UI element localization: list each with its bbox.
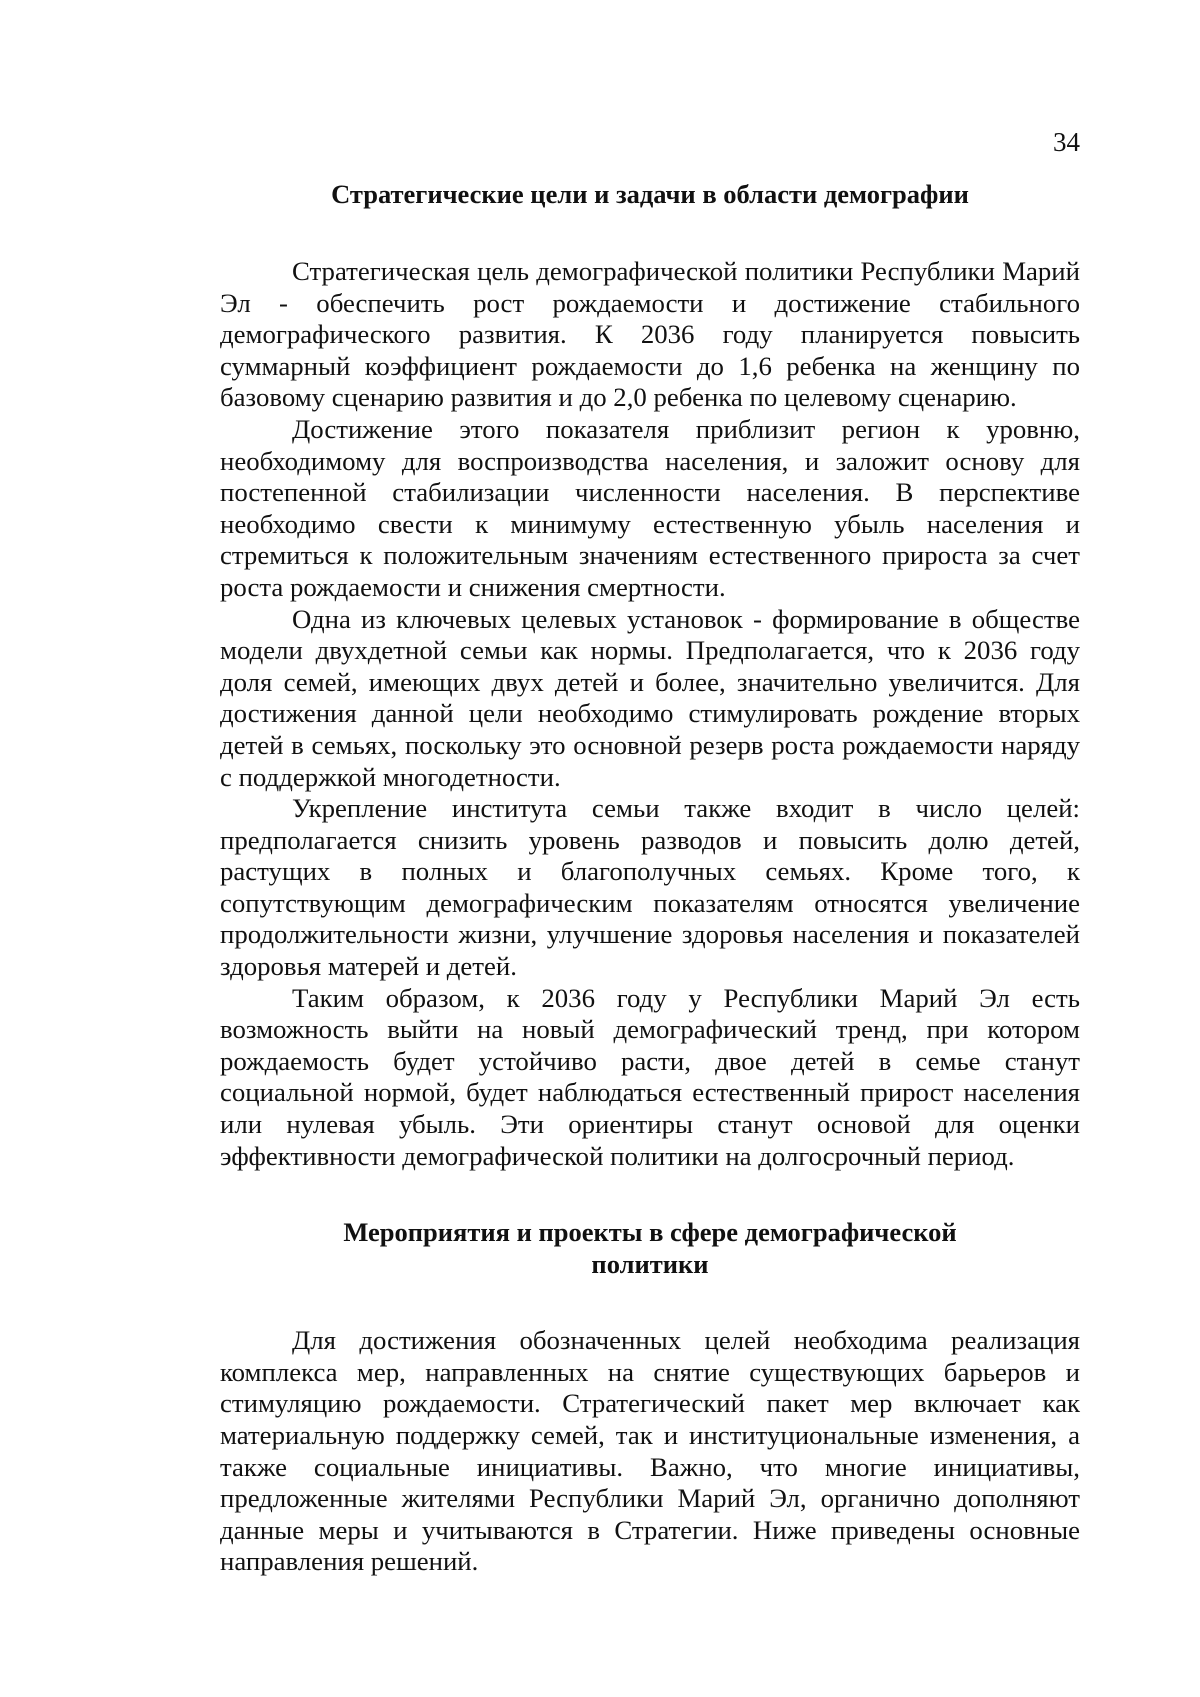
section-heading-measures-projects (220, 1216, 1080, 1280)
paragraph: Для достижения обозначенных целей необходима реализация комплекса мер, направленных на снятие существующих барьеров и стимуляцию рождаемости. Стратегический пакет мер включает как материальную поддержку семей, так и институциональные изменения, а также социальные инициативы. Важно, что многие инициативы, предложенные жителями Республики Марий Эл, органично дополняют данные меры и учитываются в Стратегии. Ниже приведены основные направления решений. (220, 1325, 1080, 1577)
section-heading-strategic-goals: Стратегические цели и задачи в области демографии (331, 179, 969, 209)
paragraph: Одна из ключевых целевых установок - формирование в обществе модели двухдетной семьи как нормы. Предполагается, что к 2036 году доля семей, имеющих двух детей и более, значительно увеличится. Для достижения данной цели необходимо стимулировать рождение вторых детей в семьях, поскольку это основной резерв роста рождаемости наряду с поддержкой многодетности. (220, 603, 1080, 792)
paragraph: Таким образом, к 2036 году у Республики Марий Эл есть возможность выйти на новый демографический тренд, при котором рождаемость будет устойчиво расти, двое детей в семье станут социальной нормой, будет наблюдаться естественный прирост населения или нулевая убыль. Эти ориентиры станут основой для оценки эффективности демографической политики на долгосрочный период. (220, 982, 1080, 1171)
section-heading-line: Мероприятия и проекты в сфере демографической (343, 1217, 957, 1248)
paragraph: Стратегическая цель демографической политики Республики Марий Эл - обеспечить рост рождаемости и достижение стабильного демографического развития. К 2036 году планируется повысить суммарный коэффициент рождаемости до 1,6 ребенка на женщину по базовому сценарию развития и до 2,0 ребенка по целевому сценарию. (220, 256, 1080, 413)
paragraph: Достижение этого показателя приблизит регион к уровню, необходимому для воспроизводства населения, и заложит основу для постепенной стабилизации численности населения. В перспективе необходимо свести к минимуму естественную убыль населения и стремиться к положительным значениям естественного прироста за счет роста рождаемости и снижения смертности. (220, 413, 1080, 602)
paragraph: Укрепление института семьи также входит в число целей: предполагается снизить уровень разводов и повысить долю детей, растущих в полных и благополучных семьях. Кроме того, к сопутствующим демографическим показателям относятся увеличение продолжительности жизни, улучшение здоровья населения и показателей здоровья матерей и детей. (220, 793, 1080, 982)
page-number: 34 (1053, 127, 1080, 157)
section-heading-line: политики (591, 1249, 709, 1280)
document-body (220, 178, 1080, 1578)
